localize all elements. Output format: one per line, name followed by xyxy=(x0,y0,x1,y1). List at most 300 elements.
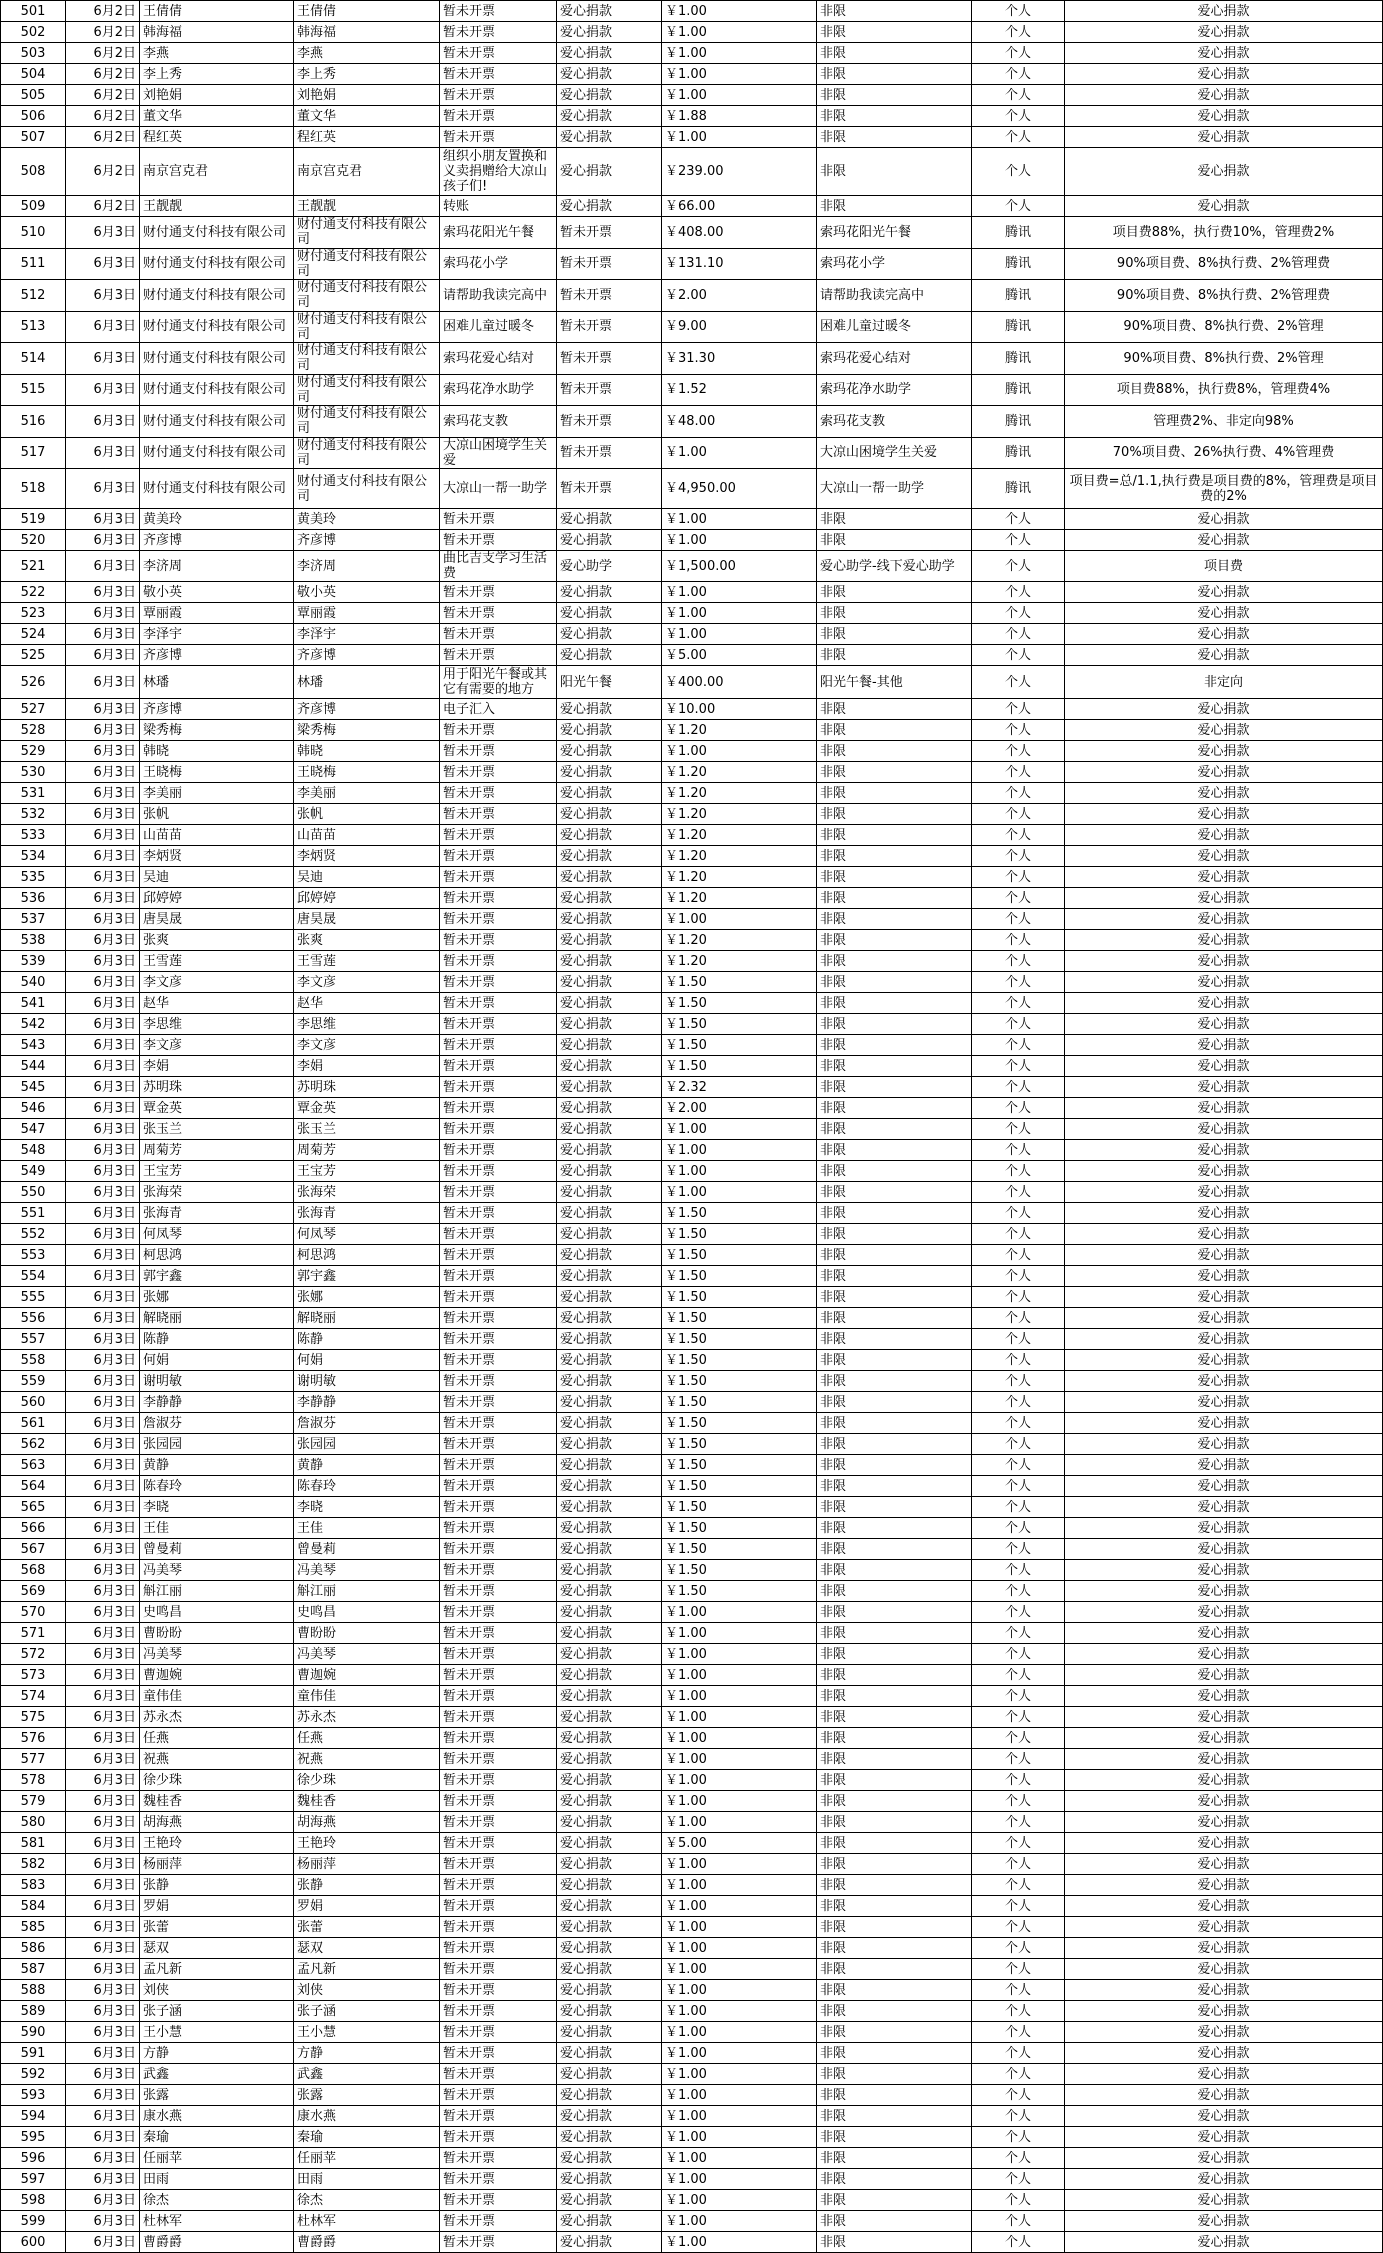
table-row xyxy=(1,1392,1383,1413)
project-cell: 非限 xyxy=(817,1749,972,1770)
date-cell: 6月3日 xyxy=(66,2190,140,2211)
date-cell: 6月3日 xyxy=(66,1917,140,1938)
category-cell: 爱心捐款 xyxy=(557,1518,662,1539)
source-cell: 个人 xyxy=(972,720,1065,741)
usage-cell: 爱心捐款 xyxy=(1065,2190,1383,2211)
source-cell: 腾讯 xyxy=(972,343,1065,375)
source-cell: 个人 xyxy=(972,582,1065,603)
remark-cell: 暂未开票 xyxy=(440,1749,557,1770)
date-cell: 6月3日 xyxy=(66,1707,140,1728)
payer-name-cell: 财付通支付科技有限公司 xyxy=(294,406,440,438)
category-cell: 暂未开票 xyxy=(557,248,662,280)
usage-cell: 爱心捐款 xyxy=(1065,2001,1383,2022)
remark-cell: 暂未开票 xyxy=(440,993,557,1014)
project-cell: 非限 xyxy=(817,741,972,762)
amount-cell: ￥9.00 xyxy=(662,311,817,343)
category-cell: 爱心捐款 xyxy=(557,1161,662,1182)
amount-cell: ￥239.00 xyxy=(662,148,817,196)
amount-cell: ￥1.50 xyxy=(662,1224,817,1245)
remark-cell: 暂未开票 xyxy=(440,741,557,762)
donor-name-cell: 何娟 xyxy=(140,1350,294,1371)
row-number-cell: 592 xyxy=(1,2064,66,2085)
source-cell: 腾讯 xyxy=(972,437,1065,469)
category-cell: 爱心捐款 xyxy=(557,582,662,603)
amount-cell: ￥31.30 xyxy=(662,343,817,375)
date-cell: 6月3日 xyxy=(66,888,140,909)
source-cell: 个人 xyxy=(972,1728,1065,1749)
date-cell: 6月3日 xyxy=(66,2043,140,2064)
table-row xyxy=(1,148,1383,196)
date-cell: 6月2日 xyxy=(66,22,140,43)
project-cell: 非限 xyxy=(817,1182,972,1203)
usage-cell: 爱心捐款 xyxy=(1065,1938,1383,1959)
donor-name-cell: 苏明珠 xyxy=(140,1077,294,1098)
payer-name-cell: 秦瑜 xyxy=(294,2127,440,2148)
payer-name-cell: 李泽宇 xyxy=(294,624,440,645)
amount-cell: ￥1.50 xyxy=(662,1455,817,1476)
table-row xyxy=(1,762,1383,783)
usage-cell: 爱心捐款 xyxy=(1065,1917,1383,1938)
row-number-cell: 550 xyxy=(1,1182,66,1203)
payer-name-cell: 李文彦 xyxy=(294,972,440,993)
source-cell: 个人 xyxy=(972,1161,1065,1182)
usage-cell: 90%项目费、8%执行费、2%管理 xyxy=(1065,343,1383,375)
row-number-cell: 513 xyxy=(1,311,66,343)
table-row xyxy=(1,993,1383,1014)
row-number-cell: 516 xyxy=(1,406,66,438)
row-number-cell: 507 xyxy=(1,127,66,148)
amount-cell: ￥1.00 xyxy=(662,1623,817,1644)
table-row xyxy=(1,1833,1383,1854)
payer-name-cell: 杨丽萍 xyxy=(294,1854,440,1875)
amount-cell: ￥1.50 xyxy=(662,1287,817,1308)
category-cell: 爱心捐款 xyxy=(557,783,662,804)
date-cell: 6月3日 xyxy=(66,217,140,249)
amount-cell: ￥1.50 xyxy=(662,1413,817,1434)
table-row xyxy=(1,1560,1383,1581)
row-number-cell: 580 xyxy=(1,1812,66,1833)
table-row xyxy=(1,825,1383,846)
category-cell: 爱心捐款 xyxy=(557,1077,662,1098)
project-cell: 非限 xyxy=(817,951,972,972)
project-cell: 非限 xyxy=(817,127,972,148)
remark-cell: 暂未开票 xyxy=(440,43,557,64)
amount-cell: ￥1.50 xyxy=(662,1539,817,1560)
source-cell: 个人 xyxy=(972,509,1065,530)
amount-cell: ￥5.00 xyxy=(662,645,817,666)
source-cell: 个人 xyxy=(972,1854,1065,1875)
payer-name-cell: 张海荣 xyxy=(294,1182,440,1203)
usage-cell: 70%项目费、26%执行费、4%管理费 xyxy=(1065,437,1383,469)
usage-cell: 爱心捐款 xyxy=(1065,720,1383,741)
category-cell: 爱心捐款 xyxy=(557,1623,662,1644)
usage-cell: 爱心捐款 xyxy=(1065,1245,1383,1266)
source-cell: 个人 xyxy=(972,2001,1065,2022)
date-cell: 6月3日 xyxy=(66,1833,140,1854)
category-cell: 爱心捐款 xyxy=(557,846,662,867)
category-cell: 爱心捐款 xyxy=(557,1560,662,1581)
row-number-cell: 579 xyxy=(1,1791,66,1812)
source-cell: 个人 xyxy=(972,1917,1065,1938)
payer-name-cell: 财付通支付科技有限公司 xyxy=(294,280,440,312)
table-row xyxy=(1,1476,1383,1497)
source-cell: 个人 xyxy=(972,2127,1065,2148)
category-cell: 爱心捐款 xyxy=(557,993,662,1014)
date-cell: 6月3日 xyxy=(66,2232,140,2253)
donor-name-cell: 王雪莲 xyxy=(140,951,294,972)
payer-name-cell: 覃金英 xyxy=(294,1098,440,1119)
amount-cell: ￥66.00 xyxy=(662,196,817,217)
payer-name-cell: 周菊芳 xyxy=(294,1140,440,1161)
donor-name-cell: 杜林军 xyxy=(140,2211,294,2232)
date-cell: 6月2日 xyxy=(66,85,140,106)
category-cell: 爱心捐款 xyxy=(557,1035,662,1056)
category-cell: 爱心捐款 xyxy=(557,1497,662,1518)
source-cell: 个人 xyxy=(972,846,1065,867)
row-number-cell: 596 xyxy=(1,2148,66,2169)
project-cell: 非限 xyxy=(817,1476,972,1497)
remark-cell: 暂未开票 xyxy=(440,1224,557,1245)
amount-cell: ￥131.10 xyxy=(662,248,817,280)
payer-name-cell: 李晓 xyxy=(294,1497,440,1518)
usage-cell: 爱心捐款 xyxy=(1065,1182,1383,1203)
category-cell: 爱心捐款 xyxy=(557,1812,662,1833)
remark-cell: 暂未开票 xyxy=(440,2211,557,2232)
row-number-cell: 539 xyxy=(1,951,66,972)
amount-cell: ￥1.50 xyxy=(662,1056,817,1077)
usage-cell: 爱心捐款 xyxy=(1065,1,1383,22)
date-cell: 6月2日 xyxy=(66,106,140,127)
project-cell: 非限 xyxy=(817,1434,972,1455)
amount-cell: ￥1.50 xyxy=(662,993,817,1014)
row-number-cell: 556 xyxy=(1,1308,66,1329)
usage-cell: 爱心捐款 xyxy=(1065,1749,1383,1770)
category-cell: 爱心捐款 xyxy=(557,1749,662,1770)
date-cell: 6月3日 xyxy=(66,1224,140,1245)
payer-name-cell: 李思维 xyxy=(294,1014,440,1035)
table-row xyxy=(1,1854,1383,1875)
amount-cell: ￥1.00 xyxy=(662,2043,817,2064)
project-cell: 非限 xyxy=(817,1917,972,1938)
date-cell: 6月3日 xyxy=(66,1518,140,1539)
date-cell: 6月3日 xyxy=(66,1854,140,1875)
remark-cell: 电子汇入 xyxy=(440,699,557,720)
amount-cell: ￥1.00 xyxy=(662,2001,817,2022)
table-row xyxy=(1,1371,1383,1392)
category-cell: 爱心捐款 xyxy=(557,106,662,127)
remark-cell: 暂未开票 xyxy=(440,1014,557,1035)
donor-name-cell: 程红英 xyxy=(140,127,294,148)
payer-name-cell: 邱婷婷 xyxy=(294,888,440,909)
project-cell: 非限 xyxy=(817,1728,972,1749)
project-cell: 非限 xyxy=(817,1770,972,1791)
donor-name-cell: 黄美玲 xyxy=(140,509,294,530)
usage-cell: 爱心捐款 xyxy=(1065,2211,1383,2232)
donor-name-cell: 李静静 xyxy=(140,1392,294,1413)
remark-cell: 暂未开票 xyxy=(440,1182,557,1203)
amount-cell: ￥1.00 xyxy=(662,1917,817,1938)
table-row xyxy=(1,972,1383,993)
table-row xyxy=(1,106,1383,127)
project-cell: 非限 xyxy=(817,1938,972,1959)
project-cell: 非限 xyxy=(817,43,972,64)
project-cell: 非限 xyxy=(817,1875,972,1896)
payer-name-cell: 财付通支付科技有限公司 xyxy=(294,311,440,343)
table-row xyxy=(1,1518,1383,1539)
source-cell: 个人 xyxy=(972,1686,1065,1707)
category-cell: 爱心捐款 xyxy=(557,741,662,762)
usage-cell: 爱心捐款 xyxy=(1065,783,1383,804)
amount-cell: ￥1.00 xyxy=(662,437,817,469)
donor-name-cell: 张海青 xyxy=(140,1203,294,1224)
remark-cell: 暂未开票 xyxy=(440,1518,557,1539)
source-cell: 个人 xyxy=(972,2022,1065,2043)
remark-cell: 暂未开票 xyxy=(440,2127,557,2148)
row-number-cell: 533 xyxy=(1,825,66,846)
project-cell: 非限 xyxy=(817,582,972,603)
project-cell: 非限 xyxy=(817,2001,972,2022)
project-cell: 非限 xyxy=(817,1665,972,1686)
donor-name-cell: 黄静 xyxy=(140,1455,294,1476)
amount-cell: ￥2.32 xyxy=(662,1077,817,1098)
remark-cell: 暂未开票 xyxy=(440,1770,557,1791)
remark-cell: 用于阳光午餐或其它有需要的地方 xyxy=(440,666,557,699)
source-cell: 个人 xyxy=(972,2232,1065,2253)
category-cell: 爱心捐款 xyxy=(557,2043,662,2064)
donor-name-cell: 罗娟 xyxy=(140,1896,294,1917)
usage-cell: 爱心捐款 xyxy=(1065,2085,1383,2106)
payer-name-cell: 张帆 xyxy=(294,804,440,825)
donor-name-cell: 财付通支付科技有限公司 xyxy=(140,343,294,375)
row-number-cell: 531 xyxy=(1,783,66,804)
donor-name-cell: 覃丽霞 xyxy=(140,603,294,624)
category-cell: 爱心捐款 xyxy=(557,1224,662,1245)
source-cell: 个人 xyxy=(972,1770,1065,1791)
row-number-cell: 542 xyxy=(1,1014,66,1035)
remark-cell: 暂未开票 xyxy=(440,1644,557,1665)
usage-cell: 爱心捐款 xyxy=(1065,2043,1383,2064)
donor-name-cell: 王艳玲 xyxy=(140,1833,294,1854)
usage-cell: 爱心捐款 xyxy=(1065,2232,1383,2253)
project-cell: 非限 xyxy=(817,1413,972,1434)
project-cell: 非限 xyxy=(817,1812,972,1833)
payer-name-cell: 财付通支付科技有限公司 xyxy=(294,374,440,406)
usage-cell: 爱心捐款 xyxy=(1065,1539,1383,1560)
payer-name-cell: 陈春玲 xyxy=(294,1476,440,1497)
table-row xyxy=(1,1917,1383,1938)
source-cell: 个人 xyxy=(972,43,1065,64)
payer-name-cell: 黄美玲 xyxy=(294,509,440,530)
payer-name-cell: 曾曼莉 xyxy=(294,1539,440,1560)
source-cell: 个人 xyxy=(972,1203,1065,1224)
donor-name-cell: 曾曼莉 xyxy=(140,1539,294,1560)
source-cell: 个人 xyxy=(972,1980,1065,2001)
table-row xyxy=(1,951,1383,972)
remark-cell: 暂未开票 xyxy=(440,2190,557,2211)
table-row xyxy=(1,1938,1383,1959)
source-cell: 个人 xyxy=(972,530,1065,551)
payer-name-cell: 张蕾 xyxy=(294,1917,440,1938)
remark-cell: 暂未开票 xyxy=(440,1476,557,1497)
source-cell: 腾讯 xyxy=(972,374,1065,406)
donor-name-cell: 张蕾 xyxy=(140,1917,294,1938)
remark-cell: 暂未开票 xyxy=(440,645,557,666)
table-row xyxy=(1,1455,1383,1476)
table-row xyxy=(1,846,1383,867)
amount-cell: ￥1.00 xyxy=(662,909,817,930)
row-number-cell: 551 xyxy=(1,1203,66,1224)
project-cell: 非限 xyxy=(817,2022,972,2043)
row-number-cell: 545 xyxy=(1,1077,66,1098)
usage-cell: 爱心捐款 xyxy=(1065,1686,1383,1707)
table-row xyxy=(1,624,1383,645)
donor-name-cell: 山苗苗 xyxy=(140,825,294,846)
donor-name-cell: 财付通支付科技有限公司 xyxy=(140,280,294,312)
table-row xyxy=(1,603,1383,624)
amount-cell: ￥1.00 xyxy=(662,1938,817,1959)
source-cell: 个人 xyxy=(972,867,1065,888)
payer-name-cell: 李美丽 xyxy=(294,783,440,804)
usage-cell: 爱心捐款 xyxy=(1065,2169,1383,2190)
category-cell: 爱心捐款 xyxy=(557,1266,662,1287)
amount-cell: ￥1.00 xyxy=(662,1140,817,1161)
source-cell: 个人 xyxy=(972,64,1065,85)
category-cell: 爱心捐款 xyxy=(557,1602,662,1623)
remark-cell: 暂未开票 xyxy=(440,1077,557,1098)
amount-cell: ￥1.00 xyxy=(662,2211,817,2232)
payer-name-cell: 敬小英 xyxy=(294,582,440,603)
amount-cell: ￥1.00 xyxy=(662,1959,817,1980)
category-cell: 爱心捐款 xyxy=(557,1,662,22)
row-number-cell: 527 xyxy=(1,699,66,720)
row-number-cell: 519 xyxy=(1,509,66,530)
donor-name-cell: 任燕 xyxy=(140,1728,294,1749)
source-cell: 个人 xyxy=(972,804,1065,825)
amount-cell: ￥1.00 xyxy=(662,1686,817,1707)
payer-name-cell: 李炳贤 xyxy=(294,846,440,867)
project-cell: 非限 xyxy=(817,645,972,666)
donor-name-cell: 史鸣昌 xyxy=(140,1602,294,1623)
category-cell: 爱心捐款 xyxy=(557,2001,662,2022)
amount-cell: ￥1.50 xyxy=(662,1392,817,1413)
payer-name-cell: 曹迦婉 xyxy=(294,1665,440,1686)
date-cell: 6月3日 xyxy=(66,603,140,624)
amount-cell: ￥1.50 xyxy=(662,1518,817,1539)
category-cell: 暂未开票 xyxy=(557,343,662,375)
amount-cell: ￥1.00 xyxy=(662,1161,817,1182)
date-cell: 6月3日 xyxy=(66,1119,140,1140)
category-cell: 爱心捐款 xyxy=(557,1329,662,1350)
table-row xyxy=(1,374,1383,406)
row-number-cell: 562 xyxy=(1,1434,66,1455)
donor-name-cell: 谢明敏 xyxy=(140,1371,294,1392)
row-number-cell: 560 xyxy=(1,1392,66,1413)
project-cell: 非限 xyxy=(817,1455,972,1476)
payer-name-cell: 谢明敏 xyxy=(294,1371,440,1392)
remark-cell: 暂未开票 xyxy=(440,1161,557,1182)
row-number-cell: 528 xyxy=(1,720,66,741)
date-cell: 6月3日 xyxy=(66,645,140,666)
row-number-cell: 515 xyxy=(1,374,66,406)
usage-cell: 爱心捐款 xyxy=(1065,1329,1383,1350)
remark-cell: 曲比吉支学习生活费 xyxy=(440,551,557,582)
project-cell: 非限 xyxy=(817,909,972,930)
source-cell: 个人 xyxy=(972,1224,1065,1245)
date-cell: 6月3日 xyxy=(66,1812,140,1833)
date-cell: 6月3日 xyxy=(66,406,140,438)
usage-cell: 爱心捐款 xyxy=(1065,1959,1383,1980)
category-cell: 爱心捐款 xyxy=(557,1728,662,1749)
remark-cell: 暂未开票 xyxy=(440,1581,557,1602)
remark-cell: 索玛花净水助学 xyxy=(440,374,557,406)
payer-name-cell: 陈静 xyxy=(294,1329,440,1350)
usage-cell: 爱心捐款 xyxy=(1065,1455,1383,1476)
date-cell: 6月3日 xyxy=(66,1665,140,1686)
usage-cell: 爱心捐款 xyxy=(1065,1602,1383,1623)
payer-name-cell: 董文华 xyxy=(294,106,440,127)
date-cell: 6月3日 xyxy=(66,1728,140,1749)
donor-name-cell: 张娜 xyxy=(140,1287,294,1308)
category-cell: 爱心捐款 xyxy=(557,2169,662,2190)
category-cell: 爱心捐款 xyxy=(557,196,662,217)
category-cell: 爱心捐款 xyxy=(557,603,662,624)
date-cell: 6月3日 xyxy=(66,1308,140,1329)
category-cell: 爱心捐款 xyxy=(557,972,662,993)
table-row xyxy=(1,406,1383,438)
donor-name-cell: 李思维 xyxy=(140,1014,294,1035)
project-cell: 非限 xyxy=(817,762,972,783)
remark-cell: 索玛花支教 xyxy=(440,406,557,438)
project-cell: 阳光午餐-其他 xyxy=(817,666,972,699)
table-row xyxy=(1,2169,1383,2190)
amount-cell: ￥1.50 xyxy=(662,1329,817,1350)
donor-name-cell: 财付通支付科技有限公司 xyxy=(140,374,294,406)
source-cell: 个人 xyxy=(972,2211,1065,2232)
donor-name-cell: 魏桂香 xyxy=(140,1791,294,1812)
donor-name-cell: 田雨 xyxy=(140,2169,294,2190)
usage-cell: 爱心捐款 xyxy=(1065,1392,1383,1413)
table-row xyxy=(1,1434,1383,1455)
payer-name-cell: 张玉兰 xyxy=(294,1119,440,1140)
date-cell: 6月2日 xyxy=(66,148,140,196)
date-cell: 6月3日 xyxy=(66,1077,140,1098)
category-cell: 爱心捐款 xyxy=(557,1371,662,1392)
row-number-cell: 566 xyxy=(1,1518,66,1539)
source-cell: 个人 xyxy=(972,1308,1065,1329)
date-cell: 6月3日 xyxy=(66,1938,140,1959)
category-cell: 暂未开票 xyxy=(557,469,662,509)
amount-cell: ￥1.00 xyxy=(662,127,817,148)
category-cell: 爱心捐款 xyxy=(557,530,662,551)
category-cell: 爱心捐款 xyxy=(557,1182,662,1203)
payer-name-cell: 杜林军 xyxy=(294,2211,440,2232)
row-number-cell: 504 xyxy=(1,64,66,85)
donor-name-cell: 唐昊晟 xyxy=(140,909,294,930)
date-cell: 6月3日 xyxy=(66,2064,140,2085)
usage-cell: 爱心捐款 xyxy=(1065,699,1383,720)
remark-cell: 暂未开票 xyxy=(440,2232,557,2253)
usage-cell: 爱心捐款 xyxy=(1065,909,1383,930)
remark-cell: 暂未开票 xyxy=(440,582,557,603)
amount-cell: ￥1.50 xyxy=(662,1245,817,1266)
payer-name-cell: 程红英 xyxy=(294,127,440,148)
payer-name-cell: 张静 xyxy=(294,1875,440,1896)
remark-cell: 暂未开票 xyxy=(440,1665,557,1686)
donor-name-cell: 周菊芳 xyxy=(140,1140,294,1161)
project-cell: 非限 xyxy=(817,22,972,43)
usage-cell: 爱心捐款 xyxy=(1065,1224,1383,1245)
project-cell: 非限 xyxy=(817,825,972,846)
